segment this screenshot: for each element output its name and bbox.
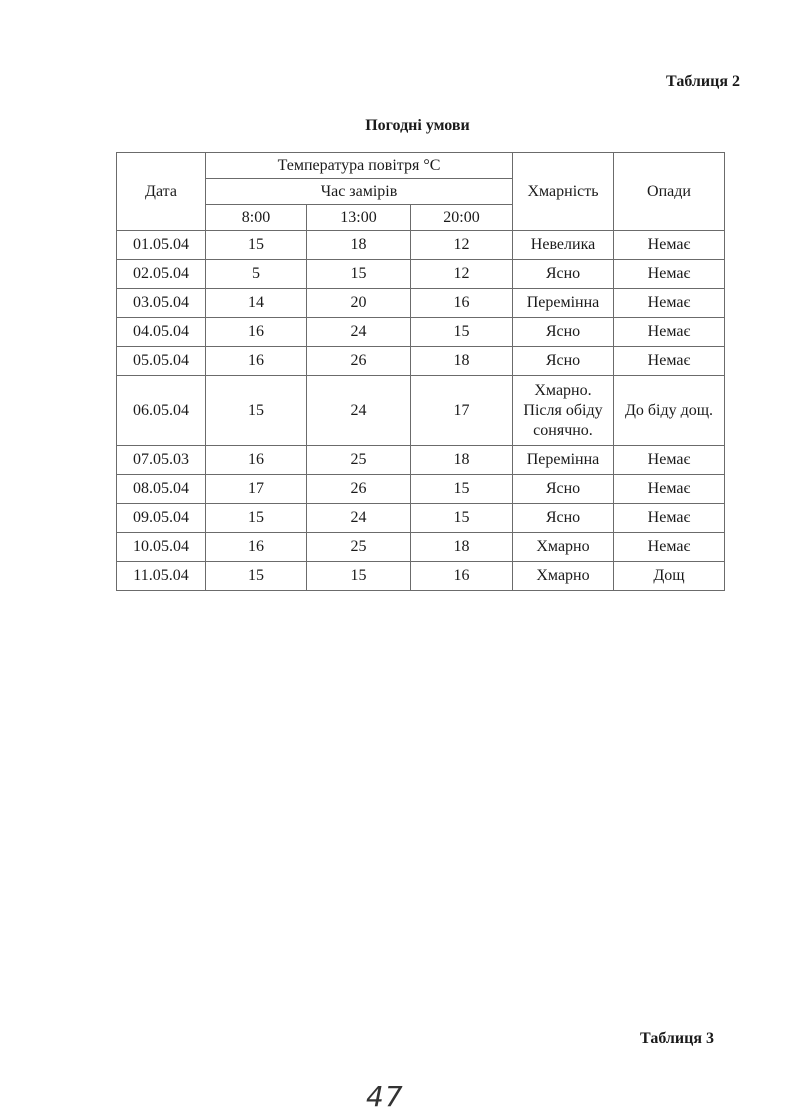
header-time-20: 20:00	[411, 205, 513, 231]
cell-cloudiness: Ясно	[513, 260, 614, 289]
weather-table	[116, 152, 725, 591]
cell-temp-13: 25	[307, 446, 411, 475]
cell-temp-20: 16	[411, 562, 513, 591]
cell-temp-8: 16	[206, 318, 307, 347]
cell-precipitation: Немає	[614, 231, 725, 260]
cell-precipitation: Немає	[614, 504, 725, 533]
cell-cloudiness: Хмарно	[513, 533, 614, 562]
next-table-caption: Таблиця 3	[640, 1030, 714, 1047]
cell-temp-20: 12	[411, 260, 513, 289]
table-row	[117, 289, 725, 318]
cell-cloudiness: Невелика	[513, 231, 614, 260]
cell-temp-13: 24	[307, 318, 411, 347]
cell-precipitation: Немає	[614, 446, 725, 475]
cell-precipitation: Немає	[614, 289, 725, 318]
header-temperature: Температура повітря °С	[206, 153, 513, 179]
header-cloudiness: Хмарність	[513, 153, 614, 231]
cell-cloudiness: Хмарно	[513, 562, 614, 591]
cell-temp-8: 16	[206, 533, 307, 562]
cell-cloudiness	[513, 376, 614, 446]
cell-date: 01.05.04	[117, 231, 206, 260]
cell-cloudiness: Перемінна	[513, 446, 614, 475]
cell-temp-20: 18	[411, 446, 513, 475]
cell-date: 08.05.04	[117, 475, 206, 504]
cell-cloudiness: Ясно	[513, 504, 614, 533]
header-measure-time: Час замірів	[206, 179, 513, 205]
table-row	[117, 504, 725, 533]
table-row	[117, 318, 725, 347]
cell-temp-8: 15	[206, 504, 307, 533]
table-row	[117, 376, 725, 446]
cell-date: 03.05.04	[117, 289, 206, 318]
cell-temp-13: 15	[307, 260, 411, 289]
cell-temp-8: 14	[206, 289, 307, 318]
cell-temp-8: 16	[206, 446, 307, 475]
table-row	[117, 446, 725, 475]
cell-temp-13: 15	[307, 562, 411, 591]
cell-precipitation: Немає	[614, 347, 725, 376]
table-row	[117, 562, 725, 591]
cell-temp-8: 16	[206, 347, 307, 376]
cell-temp-20: 15	[411, 475, 513, 504]
cloudiness-line: Після обіду	[523, 401, 603, 419]
cell-temp-13: 26	[307, 347, 411, 376]
header-date: Дата	[117, 153, 206, 231]
cell-precipitation: Немає	[614, 533, 725, 562]
cell-date: 04.05.04	[117, 318, 206, 347]
table-row	[117, 533, 725, 562]
cell-date: 09.05.04	[117, 504, 206, 533]
cell-date: 05.05.04	[117, 347, 206, 376]
cell-temp-8: 15	[206, 376, 307, 446]
cell-date: 11.05.04	[117, 562, 206, 591]
cell-cloudiness: Ясно	[513, 347, 614, 376]
table-row	[117, 260, 725, 289]
header-time-8: 8:00	[206, 205, 307, 231]
cell-temp-20: 18	[411, 533, 513, 562]
cell-temp-8: 15	[206, 562, 307, 591]
cell-temp-20: 15	[411, 504, 513, 533]
table-row	[117, 347, 725, 376]
table-row	[117, 231, 725, 260]
cell-temp-13: 25	[307, 533, 411, 562]
cell-cloudiness: Ясно	[513, 475, 614, 504]
cell-temp-8: 15	[206, 231, 307, 260]
cell-temp-20: 12	[411, 231, 513, 260]
cell-temp-20: 17	[411, 376, 513, 446]
cell-temp-13: 24	[307, 376, 411, 446]
cloudiness-line: сонячно.	[533, 421, 593, 439]
cell-temp-13: 24	[307, 504, 411, 533]
cell-temp-20: 16	[411, 289, 513, 318]
cell-date: 02.05.04	[117, 260, 206, 289]
cell-temp-20: 15	[411, 318, 513, 347]
header-precipitation: Опади	[614, 153, 725, 231]
cell-precipitation: Немає	[614, 475, 725, 504]
cell-precipitation: Дощ	[614, 562, 725, 591]
cell-temp-8: 17	[206, 475, 307, 504]
cell-precipitation: Немає	[614, 260, 725, 289]
cell-temp-20: 18	[411, 347, 513, 376]
cell-precipitation: До біду дощ.	[614, 376, 725, 446]
cell-date: 07.05.03	[117, 446, 206, 475]
cell-temp-13: 26	[307, 475, 411, 504]
cell-temp-8: 5	[206, 260, 307, 289]
cell-date: 10.05.04	[117, 533, 206, 562]
page-title: Погодні умови	[365, 117, 470, 134]
table-row	[117, 475, 725, 504]
cell-cloudiness: Перемінна	[513, 289, 614, 318]
cloudiness-line: Хмарно.	[534, 381, 592, 399]
header-time-13: 13:00	[307, 205, 411, 231]
cell-cloudiness: Ясно	[513, 318, 614, 347]
cell-date: 06.05.04	[117, 376, 206, 446]
cell-temp-13: 18	[307, 231, 411, 260]
cell-temp-13: 20	[307, 289, 411, 318]
cell-precipitation: Немає	[614, 318, 725, 347]
table-caption: Таблиця 2	[666, 73, 740, 90]
page-number: 47	[366, 1080, 404, 1113]
